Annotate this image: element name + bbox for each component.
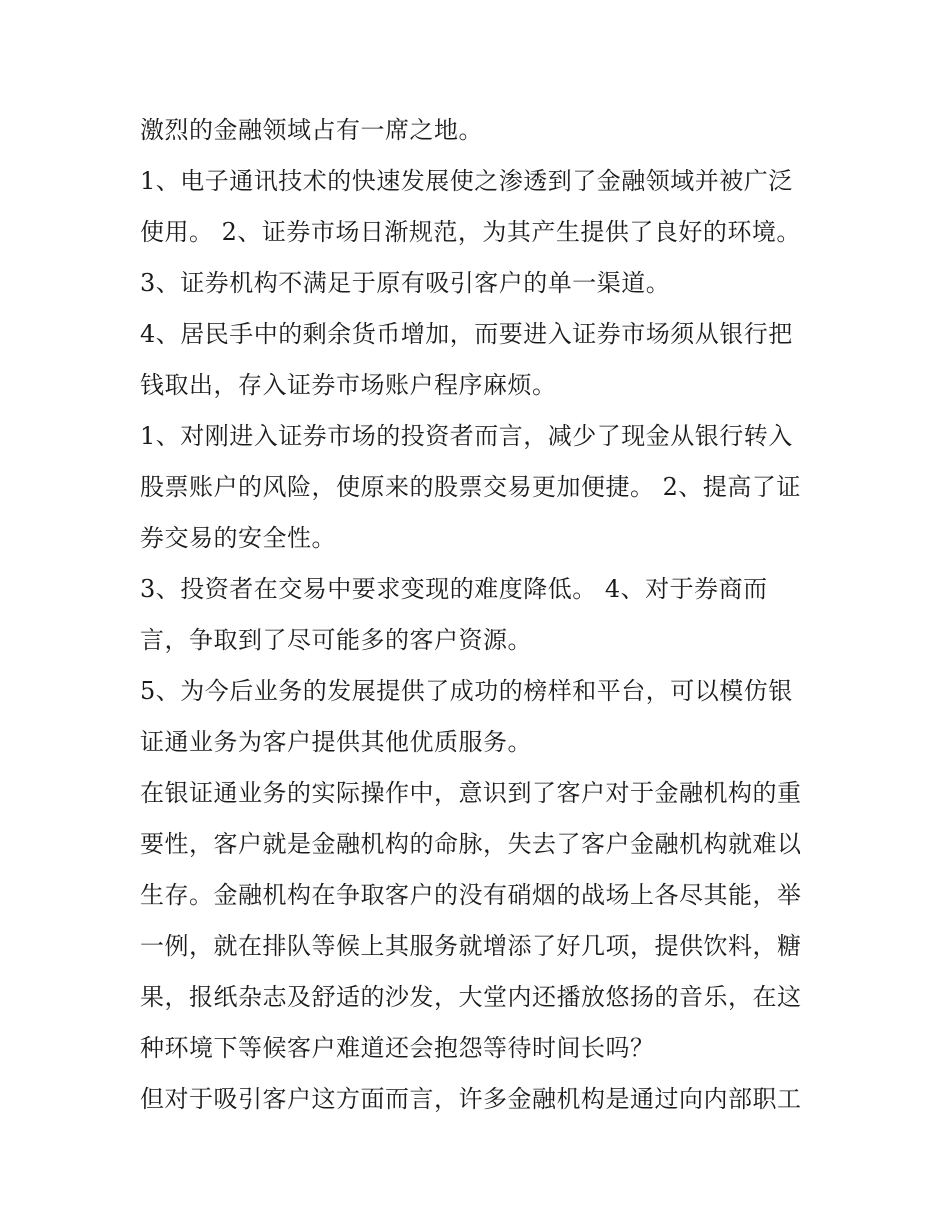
text-line: 1、电子通讯技术的快速发展使之渗透到了金融领域并被广泛 bbox=[140, 167, 793, 195]
text-line: 生存。金融机构在争取客户的没有硝烟的战场上各尽其能，举 bbox=[140, 881, 802, 909]
text-line: 4、居民手中的剩余货币增加，而要进入证券市场须从银行把 bbox=[140, 320, 793, 348]
text-line: 果，报纸杂志及舒适的沙发，大堂内还播放悠扬的音乐，在这 bbox=[140, 983, 802, 1011]
text-line: 激烈的金融领域占有一席之地。 bbox=[140, 116, 483, 144]
text-line: 钱取出，存入证券市场账户程序麻烦。 bbox=[140, 371, 557, 399]
text-line: 要性，客户就是金融机构的命脉，失去了客户金融机构就难以 bbox=[140, 830, 802, 858]
text-line: 种环境下等候客户难道还会抱怨等待时间长吗？ bbox=[140, 1034, 655, 1062]
text-line: 使用。 2、证券市场日渐规范，为其产生提供了良好的环境。 bbox=[140, 218, 801, 246]
text-line: 1、对刚进入证券市场的投资者而言，减少了现金从银行转入 bbox=[140, 422, 793, 450]
text-line: 言，争取到了尽可能多的客户资源。 bbox=[140, 626, 532, 654]
text-line: 股票账户的风险，使原来的股票交易更加便捷。 2、提高了证 bbox=[140, 473, 801, 501]
text-line: 但对于吸引客户这方面而言，许多金融机构是通过向内部职工 bbox=[140, 1085, 802, 1113]
text-line: 3、投资者在交易中要求变现的难度降低。 4、对于券商而 bbox=[140, 575, 768, 603]
text-line: 5、为今后业务的发展提供了成功的榜样和平台，可以模仿银 bbox=[140, 677, 793, 705]
text-line: 3、证券机构不满足于原有吸引客户的单一渠道。 bbox=[140, 269, 671, 297]
text-line: 一例，就在排队等候上其服务就增添了好几项，提供饮料，糖 bbox=[140, 932, 802, 960]
text-line: 证通业务为客户提供其他优质服务。 bbox=[140, 728, 532, 756]
text-line: 券交易的安全性。 bbox=[140, 524, 336, 552]
text-line: 在银证通业务的实际操作中，意识到了客户对于金融机构的重 bbox=[140, 779, 802, 807]
